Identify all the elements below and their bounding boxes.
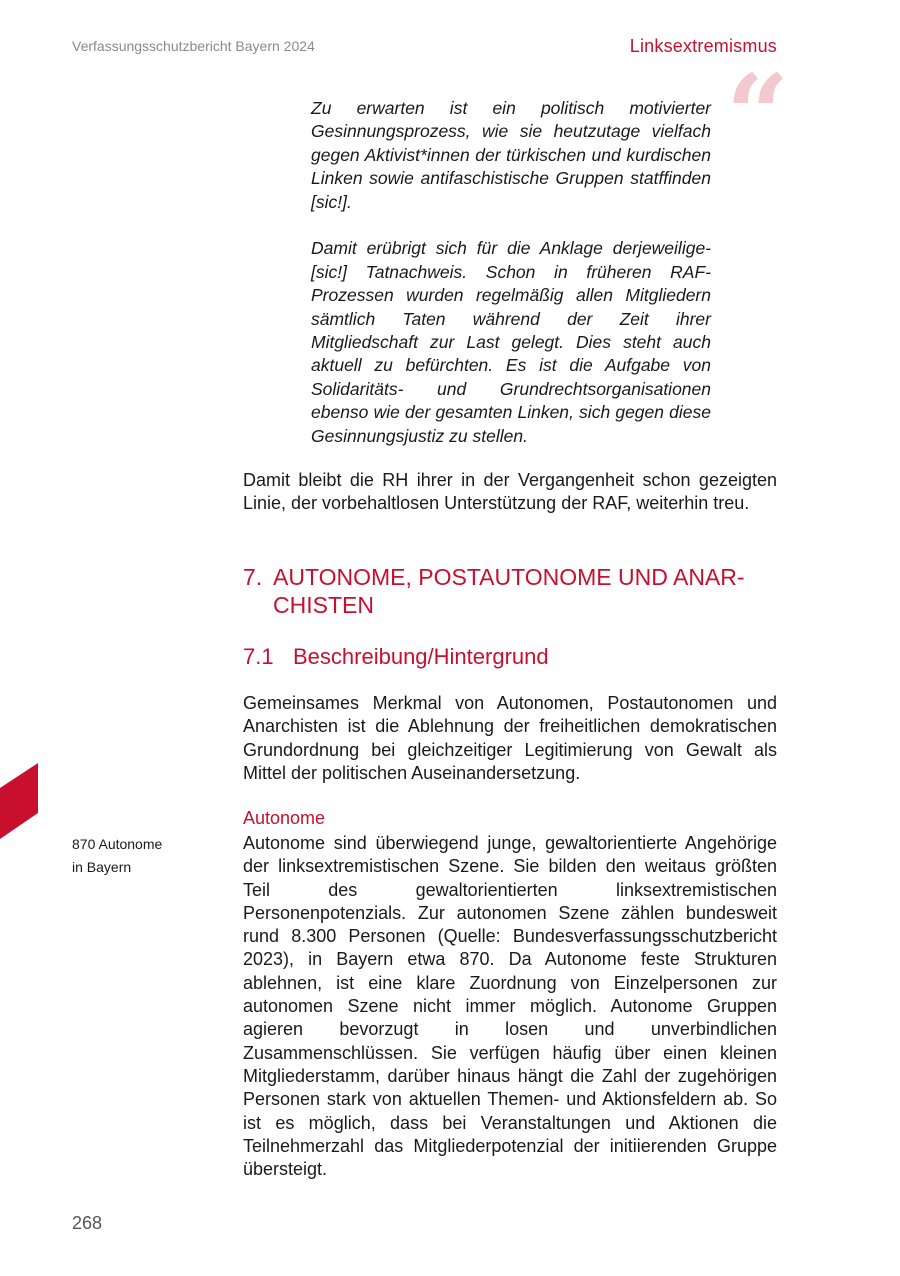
- quote-paragraph-1: Zu erwarten ist ein politisch motivierter Gesinnungsprozess, wie sie heutzutage vielfach gegen Aktivist*innen der türkischen und kurdischen Linken sowie antifaschistische Gruppen statffinden [sic!].: [311, 98, 711, 212]
- body-paragraph-intro: Gemeinsames Merkmal von Autonomen, Postautonomen und Anarchisten ist die Ablehnung der freiheitlichen demokratischen Grundordnung bei gleichzeitiger Legitimierung von Gewalt als Mittel der politischen Auseinandersetzung.: [243, 693, 777, 783]
- subsection-title: Beschreibung/Hintergrund: [293, 644, 549, 669]
- block-quote: [311, 97, 711, 471]
- margin-note-line2: in Bayern: [72, 859, 132, 875]
- section-number: 7.: [243, 564, 263, 590]
- quote-mark-icon: “: [726, 50, 790, 179]
- margin-note-line1: 870 Autonome: [72, 836, 163, 852]
- subsection-number: 7.1: [243, 644, 274, 669]
- section-heading: [243, 563, 783, 619]
- subsection-heading: [243, 643, 549, 671]
- chapter-tab-marker: [0, 763, 38, 839]
- body-paragraph-rh: Damit bleibt die RH ihrer in der Vergangenheit schon gezeigten Linie, der vorbehaltlosen Unterstützung der RAF, weiterhin treu.: [243, 470, 777, 514]
- body-paragraph-autonome: Autonome sind überwiegend junge, gewaltorientierte Angehörige der linksextremistischen Szene. Sie bilden den weitaus größten Teil des gewaltorientierten linksextremistischen Personenpotenzials. Zur autonomen Szene zählen bundesweit rund 8.300 Personen (Quelle: Bundesverfassungsschutzbericht 2023), in Bayern etwa 870. Da Autonome feste Strukturen ablehnen, ist eine klare Zuordnung von Einzelpersonen zur autonomen Szene nicht immer möglich. Autonome Gruppen agieren bevorzugt in losen und unverbindlichen Zusammenschlüssen. Sie verfügen häufig über einen kleinen Mitgliederstamm, darüber hinaus hängt die Zahl der zugehörigen Personen stark von aktuellen Themen- und Aktionsfeldern ab. So ist es möglich, dass bei Veranstaltungen und Aktionen die Teilnehmerzahl das Mitgliederpotenzial der initiierenden Gruppe übersteigt.: [243, 833, 777, 1180]
- page-number: 268: [72, 1213, 103, 1233]
- running-head-chapter: Linksextremismus: [629, 36, 777, 56]
- section-title-line1: AUTONOME, POSTAUTONOME UND ANAR-: [273, 564, 745, 590]
- autonome-heading: Autonome: [243, 808, 326, 828]
- running-head-publication: Verfassungsschutzbericht Bayern 2024: [72, 38, 315, 54]
- section-title-line2: CHISTEN: [273, 592, 374, 618]
- quote-paragraph-2: Damit erübrigt sich für die Anklage derjeweilige-[sic!] Tatnachweis. Schon in früheren RAF-Prozessen wurden regelmäßig allen Mitgliedern sämtlich Taten während der Zeit ihrer Mitgliedschaft zur Last gelegt. Dies steht auch aktuell zu befürchten. Es ist die Aufgabe von Solidaritäts- und Grundrechtsorganisationen ebenso wie der gesamten Linken, sich gegen diese Gesinnungsjustiz zu stellen.: [311, 238, 711, 446]
- margin-note: [72, 833, 162, 879]
